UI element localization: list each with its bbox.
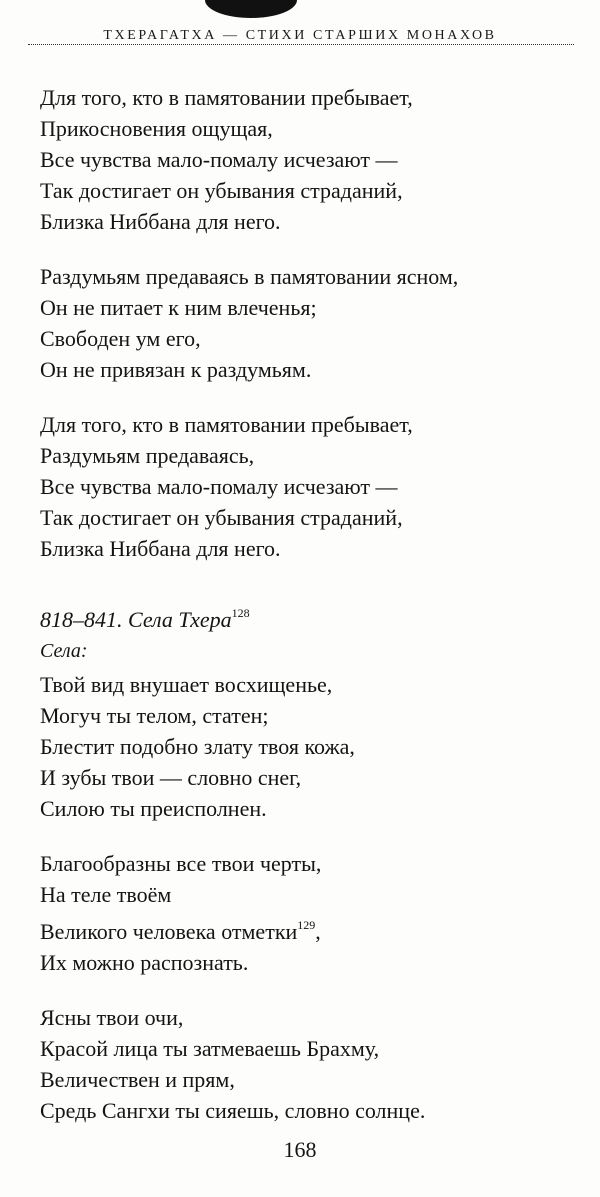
- running-head: ТХЕРАГАТХА — СТИХИ СТАРШИХ МОНАХОВ: [103, 28, 497, 43]
- section-title: 818–841. Села Тхера: [40, 607, 232, 632]
- verse-text: Великого человека отметки: [40, 919, 298, 944]
- verse-line: Все чувства мало-помалу исчезают —: [40, 474, 398, 499]
- verse-line: Раздумьям предаваясь в памятовании ясном,: [40, 264, 459, 289]
- verse-line: И зубы твои — словно снег,: [40, 765, 302, 790]
- verse-line: Твой вид внушает восхищенье,: [40, 672, 333, 697]
- stanza-5: [40, 848, 580, 978]
- verse-line: Для того, кто в памятовании пребывает,: [40, 412, 413, 437]
- verse-line: Средь Сангхи ты сияешь, словно солнце.: [40, 1098, 426, 1123]
- verse-line: Прикосновения ощущая,: [40, 116, 273, 141]
- header-divider: [28, 44, 574, 45]
- verse-line: Ясны твои очи,: [40, 1005, 184, 1030]
- speaker-label: Села:: [40, 640, 88, 662]
- verse-line: Так достигает он убывания страданий,: [40, 178, 403, 203]
- verse-line: Он не питает к ним влеченья;: [40, 295, 317, 320]
- verse-line: Блестит подобно злату твоя кожа,: [40, 734, 355, 759]
- section-heading: [40, 598, 580, 635]
- verse-line: Силою ты преисполнен.: [40, 796, 267, 821]
- stanza-2: [40, 261, 580, 385]
- stanza-3: [40, 409, 580, 564]
- page-number: 168: [283, 1137, 317, 1162]
- verse-line: Величествен и прям,: [40, 1067, 235, 1092]
- dark-decoration: [205, 0, 297, 18]
- verse-line: Раздумьям предаваясь,: [40, 443, 255, 468]
- verse-line: На теле твоём: [40, 882, 172, 907]
- verse-line: Могуч ты телом, статен;: [40, 703, 269, 728]
- verse-line: Свободен ум его,: [40, 326, 201, 351]
- footnote-ref[interactable]: 129: [297, 918, 316, 932]
- verse-line: Их можно распознать.: [40, 950, 249, 975]
- verse-line-with-note: [40, 910, 580, 947]
- verse-line: Красой лица ты затмеваешь Брахму,: [40, 1036, 380, 1061]
- verse-punct: ,: [315, 919, 321, 944]
- footnote-ref[interactable]: 128: [231, 606, 250, 620]
- verse-line: Для того, кто в памятовании пребывает,: [40, 85, 413, 110]
- verse-line: Близка Ниббана для него.: [40, 536, 281, 561]
- poem-body: [40, 82, 580, 1150]
- stanza-6: [40, 1002, 580, 1126]
- verse-line: Так достигает он убывания страданий,: [40, 505, 403, 530]
- verse-line: Все чувства мало-помалу исчезают —: [40, 147, 398, 172]
- stanza-1: [40, 82, 580, 237]
- verse-line: Он не привязан к раздумьям.: [40, 357, 312, 382]
- verse-line: Благообразны все твои черты,: [40, 851, 322, 876]
- verse-line: Близка Ниббана для него.: [40, 209, 281, 234]
- stanza-4: [40, 669, 580, 824]
